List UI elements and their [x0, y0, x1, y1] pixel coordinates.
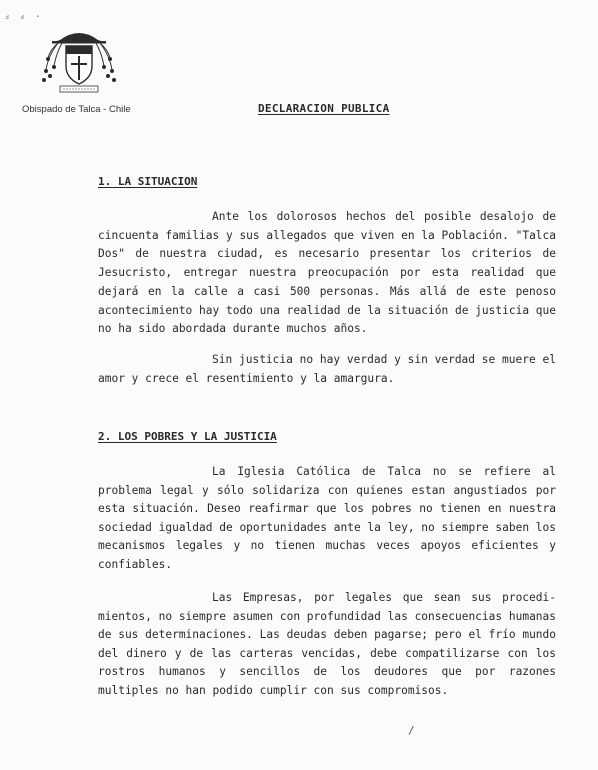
section-1-heading: 1. LA SITUACION: [98, 175, 198, 188]
section-2-heading: 2. LOS POBRES Y LA JUSTICIA: [98, 430, 277, 443]
diocese-name: Obispado de Talca - Chile: [22, 104, 131, 115]
section-2-paragraph-1: La Iglesia Católica de Talca no se refiere al problema legal y sólo solidariza con quienes estan angustiados por esta situación. Deseo reafirmar que los pobres no tienen en nuestra sociedad igualdad de oportunidades ante la ley, no siempre saben los mecanismos legales y no tienen muchas veces apoyos eficientes y confiables.: [98, 465, 557, 571]
stray-mark: ⸗ ⸗ ·: [4, 10, 43, 23]
document-title: DECLARACION PUBLICA: [258, 102, 390, 115]
stray-pen-mark: /: [408, 724, 415, 737]
section-2-paragraph-2: Las Empresas, por legales que sean sus procedi-mientos, no siempre asumen con profundidad las consecuencias humanas de sus determinaciones. Las deudas deben pagarse; pero el frío mundo del dinero y de las carteras vencidas, debe compatilizarse con los rostros humanos y sencillos de los deudores que por razones multiples no han podido cumplir con sus compromisos.: [98, 591, 557, 697]
section-1-paragraph-1: Ante los dolorosos hechos del posible desalojo de cincuenta familias y sus allegados que viven en la Población. "Talca Dos" de nuestra ciudad, es necesario presentar los criterios de Jesucristo, entregar nuestra preocupación por esta realidad que dejará en la calle a casi 500 personas. Más allá de este penoso acontecimiento hay todo una realidad de la situación de justicia que no ha sido abordada durante muchos años.: [98, 210, 557, 336]
section-1-paragraph-2: Sin justicia no hay verdad y sin verdad se muere el amor y crece el resentimiento y la amargura.: [98, 353, 556, 385]
bishop-coat-of-arms-logo: [38, 28, 120, 94]
